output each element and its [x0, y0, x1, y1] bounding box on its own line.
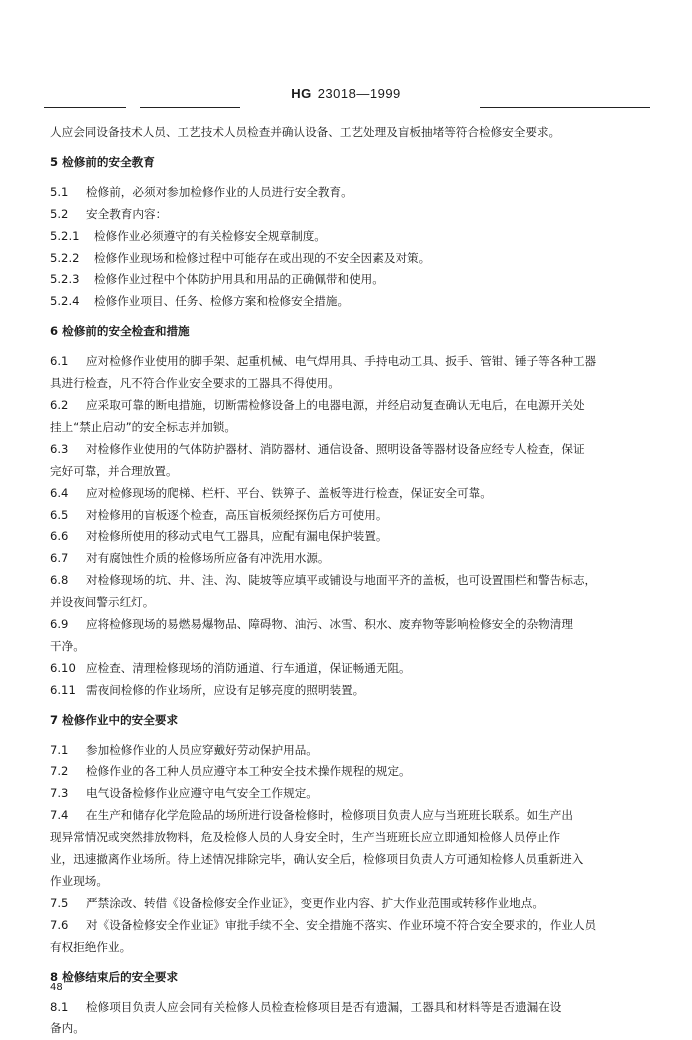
- header-rule-right: [480, 107, 650, 108]
- clause-number: 6.9: [50, 617, 69, 632]
- paragraph-continuation: 人应会同设备技术人员、工艺技术人员检查并确认设备、工艺处理及盲板抽堵等符合检修安全要求。: [50, 125, 561, 139]
- clause-text: 检修作业的各工种人员应遵守本工种安全技术操作规程的规定。: [86, 764, 411, 779]
- clause-text: 对检修所使用的移动式电气工器具，应配有漏电保护装置。: [86, 529, 388, 544]
- clause-number: 6.8: [50, 573, 69, 588]
- clause-text: 检修作业项目、任务、检修方案和检修安全措施。: [94, 294, 350, 309]
- clause-number: 6.10: [50, 660, 76, 675]
- clause-text: 对检修用的盲板逐个检查，高压盲板须经探伤后方可使用。: [86, 507, 388, 522]
- clause-number: 7.2: [50, 764, 69, 779]
- clause-6-2-cont: 挂上“禁止启动”的安全标志并加锁。: [50, 419, 236, 434]
- section-7-heading: 7 检修作业中的安全要求: [50, 712, 179, 727]
- clause-text: 对有腐蚀性介质的检修场所应备有冲洗用水源。: [86, 551, 330, 566]
- page-number: 48: [50, 982, 63, 993]
- clause-6-3-cont: 完好可靠，并合理放置。: [50, 463, 178, 478]
- clause-text: 电气设备检修作业应遵守电气安全工作规定。: [86, 786, 318, 801]
- header-rule-left: [44, 107, 126, 108]
- clause-number: 6.1: [50, 354, 69, 369]
- standard-prefix: HG: [291, 86, 312, 101]
- clause-7-4: [50, 805, 642, 827]
- clause-number: 6.4: [50, 485, 69, 500]
- clause-text: 应检查、清理检修现场的消防通道、行车通道，保证畅通无阻。: [86, 660, 411, 675]
- clause-text: 检修作业过程中个体防护用具和用品的正确佩带和使用。: [94, 272, 384, 287]
- clause-number: 5.1: [50, 184, 69, 199]
- clause-text: 安全教育内容：: [86, 206, 168, 221]
- clause-6-9: [50, 614, 642, 636]
- section-5-heading: 5 检修前的安全教育: [50, 154, 155, 169]
- clause-number: 7.3: [50, 786, 69, 801]
- clause-number: 6.11: [50, 682, 76, 697]
- clause-text: 对检修作业使用的气体防护器材、消防器材、通信设备、照明设备等器材设备应经专人检查，保证: [86, 441, 585, 456]
- clause-text: 对《设备检修安全作业证》审批手续不全、安全措施不落实、作业环境不符合安全要求的，作业人员: [86, 917, 597, 932]
- clause-text: 参加检修作业的人员应穿戴好劳动保护用品。: [86, 742, 318, 757]
- clause-number: 7.6: [50, 917, 69, 932]
- clause-number: 7.4: [50, 808, 69, 823]
- clause-7-6: [50, 915, 642, 937]
- section-8-heading: 8 检修结束后的安全要求: [50, 969, 179, 984]
- clause-7-4-cont-3: 作业现场。: [50, 874, 108, 888]
- clause-number: 6.5: [50, 507, 69, 522]
- clause-6-4: [50, 483, 642, 505]
- clause-number: 6.7: [50, 551, 69, 566]
- clause-number: 7.5: [50, 895, 69, 910]
- clause-number: 5.2.2: [50, 250, 80, 265]
- clause-text: 检修项目负责人应会同有关检修人员检查检修项目是否有遗漏，工器具和材料等是否遗漏在设: [86, 999, 562, 1014]
- clause-text: 严禁涂改、转借《设备检修安全作业证》，变更作业内容、扩大作业范围或转移作业地点。: [86, 895, 544, 910]
- clause-6-2: [50, 395, 642, 417]
- clause-6-3: [50, 439, 642, 461]
- clause-text: 检修作业必须遵守的有关检修安全规章制度。: [94, 228, 326, 243]
- clause-text: 对检修现场的坑、井、洼、沟、陡坡等应填平或铺设与地面平齐的盖板，也可设置围栏和警告标志，: [86, 573, 597, 588]
- clause-5-2-3: [50, 269, 642, 291]
- clause-6-11: [50, 680, 642, 702]
- clause-8-1-cont: 备内。: [50, 1021, 85, 1036]
- clause-text: 检修作业现场和检修过程中可能存在或出现的不安全因素及对策。: [94, 250, 431, 265]
- clause-text: 在生产和储存化学危险品的场所进行设备检修时，检修项目负责人应与当班班长联系。如生产出: [86, 808, 573, 823]
- clause-6-1: [50, 351, 642, 373]
- clause-number: 6.3: [50, 441, 69, 456]
- clause-7-4-cont-2: 业，迅速撤离作业场所。待上述情况排除完毕，确认安全后，检修项目负责人方可通知检修人员重新进入: [50, 852, 584, 867]
- clause-text: 应对检修现场的爬梯、栏杆、平台、铁箅子、盖板等进行检查，保证安全可靠。: [86, 485, 492, 500]
- page-header: [0, 86, 692, 110]
- clause-8-1: [50, 997, 642, 1019]
- clause-text: 检修前，必须对参加检修作业的人员进行安全教育。: [86, 184, 353, 199]
- clause-7-2: [50, 761, 642, 783]
- clause-number: 5.2.4: [50, 294, 80, 309]
- clause-number: 7.1: [50, 742, 69, 757]
- clause-number: 6.6: [50, 529, 69, 544]
- clause-5-1: [50, 182, 642, 204]
- clause-6-10: [50, 658, 642, 680]
- standard-code: [0, 86, 692, 101]
- section-6-heading: 6 检修前的安全检查和措施: [50, 324, 190, 339]
- clause-text: 需夜间检修的作业场所，应设有足够亮度的照明装置。: [86, 682, 365, 697]
- clause-5-2-4: [50, 291, 642, 313]
- clause-7-5: [50, 893, 642, 915]
- clause-6-8-cont: 并设夜间警示红灯。: [50, 595, 155, 610]
- clause-7-3: [50, 783, 642, 805]
- clause-5-2: [50, 204, 642, 226]
- clause-7-1: [50, 740, 642, 762]
- clause-7-6-cont: 有权拒绝作业。: [50, 939, 132, 954]
- clause-6-9-cont: 干净。: [50, 638, 85, 653]
- clause-text: 应对检修作业使用的脚手架、起重机械、电气焊用具、手持电动工具、扳手、管钳、锤子等各种工器: [86, 354, 597, 369]
- clause-5-2-1: [50, 226, 642, 248]
- clause-text: 应采取可靠的断电措施，切断需检修设备上的电器电源，并经启动复查确认无电后，在电源开关处: [86, 397, 585, 412]
- clause-number: 5.2.3: [50, 272, 80, 287]
- clause-6-7: [50, 548, 642, 570]
- document-body: [50, 122, 642, 1040]
- clause-number: 8.1: [50, 999, 69, 1014]
- clause-6-1-cont: 具进行检查，凡不符合作业安全要求的工器具不得使用。: [50, 376, 340, 391]
- clause-number: 5.2: [50, 206, 69, 221]
- standard-number: 23018—1999: [317, 86, 401, 101]
- clause-number: 6.2: [50, 397, 69, 412]
- clause-number: 5.2.1: [50, 228, 80, 243]
- clause-6-6: [50, 526, 642, 548]
- clause-6-8: [50, 570, 642, 592]
- clause-5-2-2: [50, 248, 642, 270]
- clause-6-5: [50, 505, 642, 527]
- clause-text: 应将检修现场的易燃易爆物品、障碍物、油污、冰雪、积水、废弃物等影响检修安全的杂物清理: [86, 617, 573, 632]
- clause-7-4-cont-1: 现异常情况或突然排放物料，危及检修人员的人身安全时，生产当班班长应立即通知检修人员停止作: [50, 830, 561, 845]
- header-rule-left-2: [140, 107, 240, 108]
